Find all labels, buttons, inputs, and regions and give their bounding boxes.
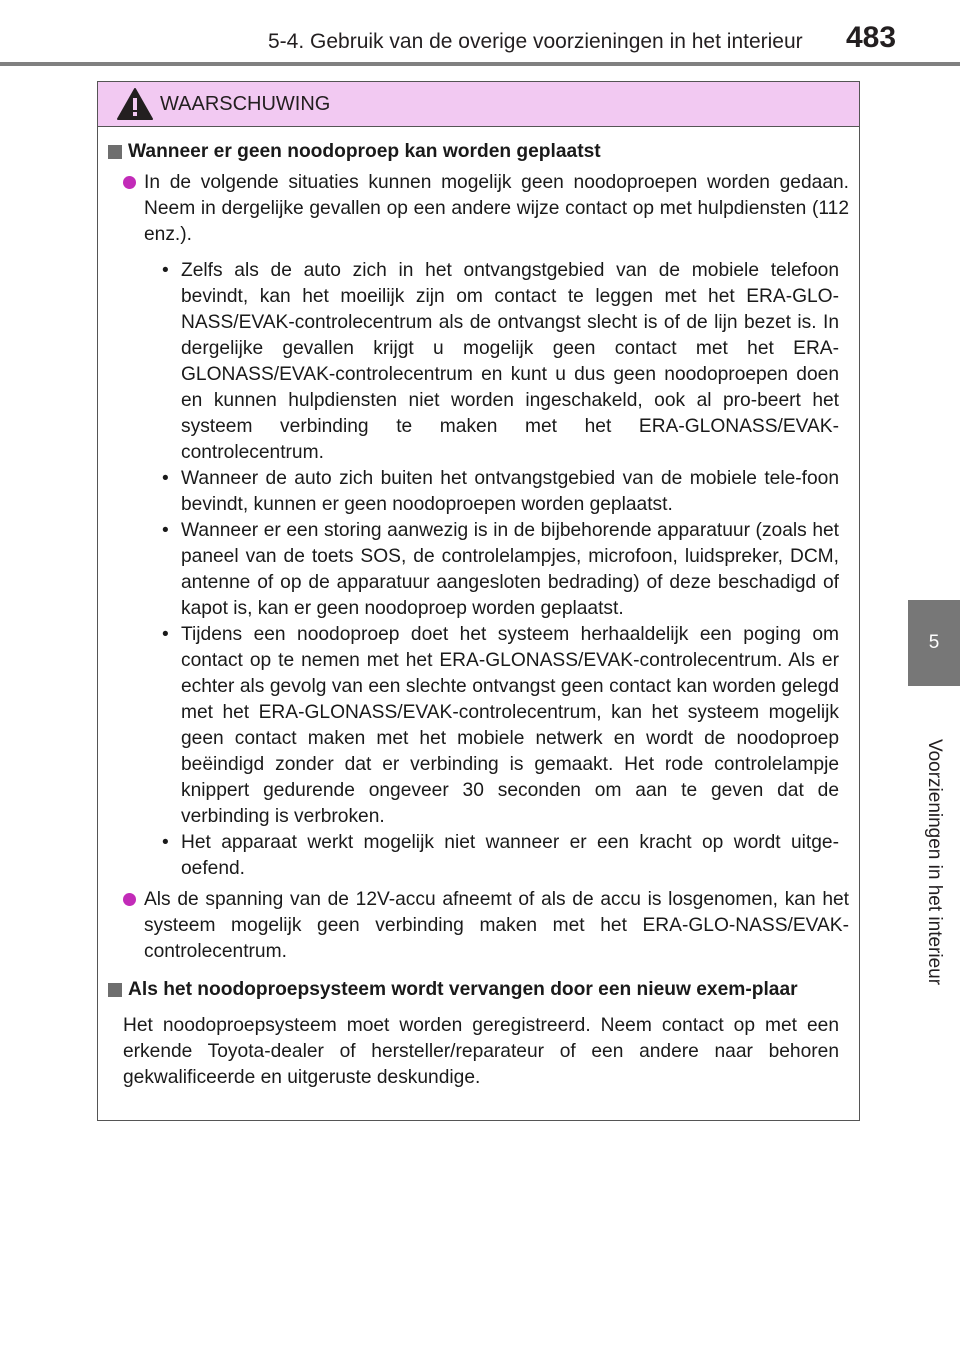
- battery-note: Als de spanning van de 12V-accu afneemt of als de accu is losgenomen, kan het systeem mogelijk geen verbinding maken met het ERA-GLO-NASS/EVAK-controlecentrum.: [108, 887, 849, 965]
- chapter-tab: [908, 600, 960, 686]
- situation-list: [162, 258, 839, 882]
- warning-body: [98, 127, 859, 1091]
- warning-heading: WAARSCHUWING: [160, 92, 331, 115]
- chapter-title: Voorzieningen in het interieur: [924, 738, 945, 986]
- section-heading-no-call: Wanneer er geen noodoproep kan worden geplaatst: [108, 139, 849, 165]
- list-item: • Wanneer de auto zich buiten het ontvangstgebied van de mobiele tele-foon bevindt, kunnen er geen noodoproepen worden geplaatst.: [162, 466, 839, 518]
- warning-box: [97, 81, 860, 1121]
- warning-triangle-icon: [116, 87, 154, 121]
- intro-paragraph: In de volgende situaties kunnen mogelijk geen noodoproepen worden gedaan. Neem in dergelijke gevallen op een andere wijze contact op met hulpdiensten (112 enz.).: [108, 170, 849, 248]
- replacement-paragraph: Het noodoproepsysteem moet worden geregistreerd. Neem contact op met een erkende Toyota-dealer of hersteller/reparateur of een andere naar behoren gekwalificeerde en uitgeruste deskundige.: [123, 1015, 839, 1088]
- list-item: • Het apparaat werkt mogelijk niet wanneer er een kracht op wordt uitge-oefend.: [162, 830, 839, 882]
- page-number: 483: [846, 21, 897, 54]
- section-heading-replacement: Als het noodoproepsysteem wordt vervangen door een nieuw exem-plaar: [108, 977, 849, 1003]
- header-rule: [0, 62, 960, 66]
- section-title: 5-4. Gebruik van de overige voorzieningen in het interieur: [268, 30, 803, 53]
- warning-header: [98, 82, 859, 127]
- list-item: • Zelfs als de auto zich in het ontvangstgebied van de mobiele telefoon bevindt, kan het moeilijk zijn om contact te leggen met het ERA-GLO-NASS/EVAK-controlecentrum als de ontvangst slecht is of de lijn bezet is. In dergelijke gevallen krijgt u mogelijk geen contact met het ERA-GLONASS/EVAK-controlecentrum en kunt u dus geen noodoproepen doen en kunnen hulpdiensten niet worden ingeschakeld, ook al pro-beert het systeem verbinding te maken met het ERA-GLONASS/EVAK-controlecentrum.: [162, 258, 839, 466]
- chapter-number: 5: [928, 632, 940, 653]
- list-item: • Wanneer er een storing aanwezig is in de bijbehorende apparatuur (zoals het paneel van de toets SOS, de controlelampjes, microfoon, luidspreker, DCM, antenne of op de apparatuur aangesloten bedrading) of deze beschadigd of kapot is, kan er geen noodoproep worden geplaatst.: [162, 518, 839, 622]
- list-item: • Tijdens een noodoproep doet het systeem herhaaldelijk een poging om contact op te nemen met het ERA-GLONASS/EVAK-controlecentrum. Als er echter als gevolg van een slechte ontvangst geen contact kan worden gelegd met het ERA-GLONASS/EVAK-controlecentrum, kan het systeem mogelijk geen contact maken met het mobiele netwerk en wordt de noodoproep beëindigd zonder dat er verbinding is gemaakt. Het rode controlelampje knippert gedurende ongeveer 30 seconden om aan te geven dat de verbinding is verbroken.: [162, 622, 839, 830]
